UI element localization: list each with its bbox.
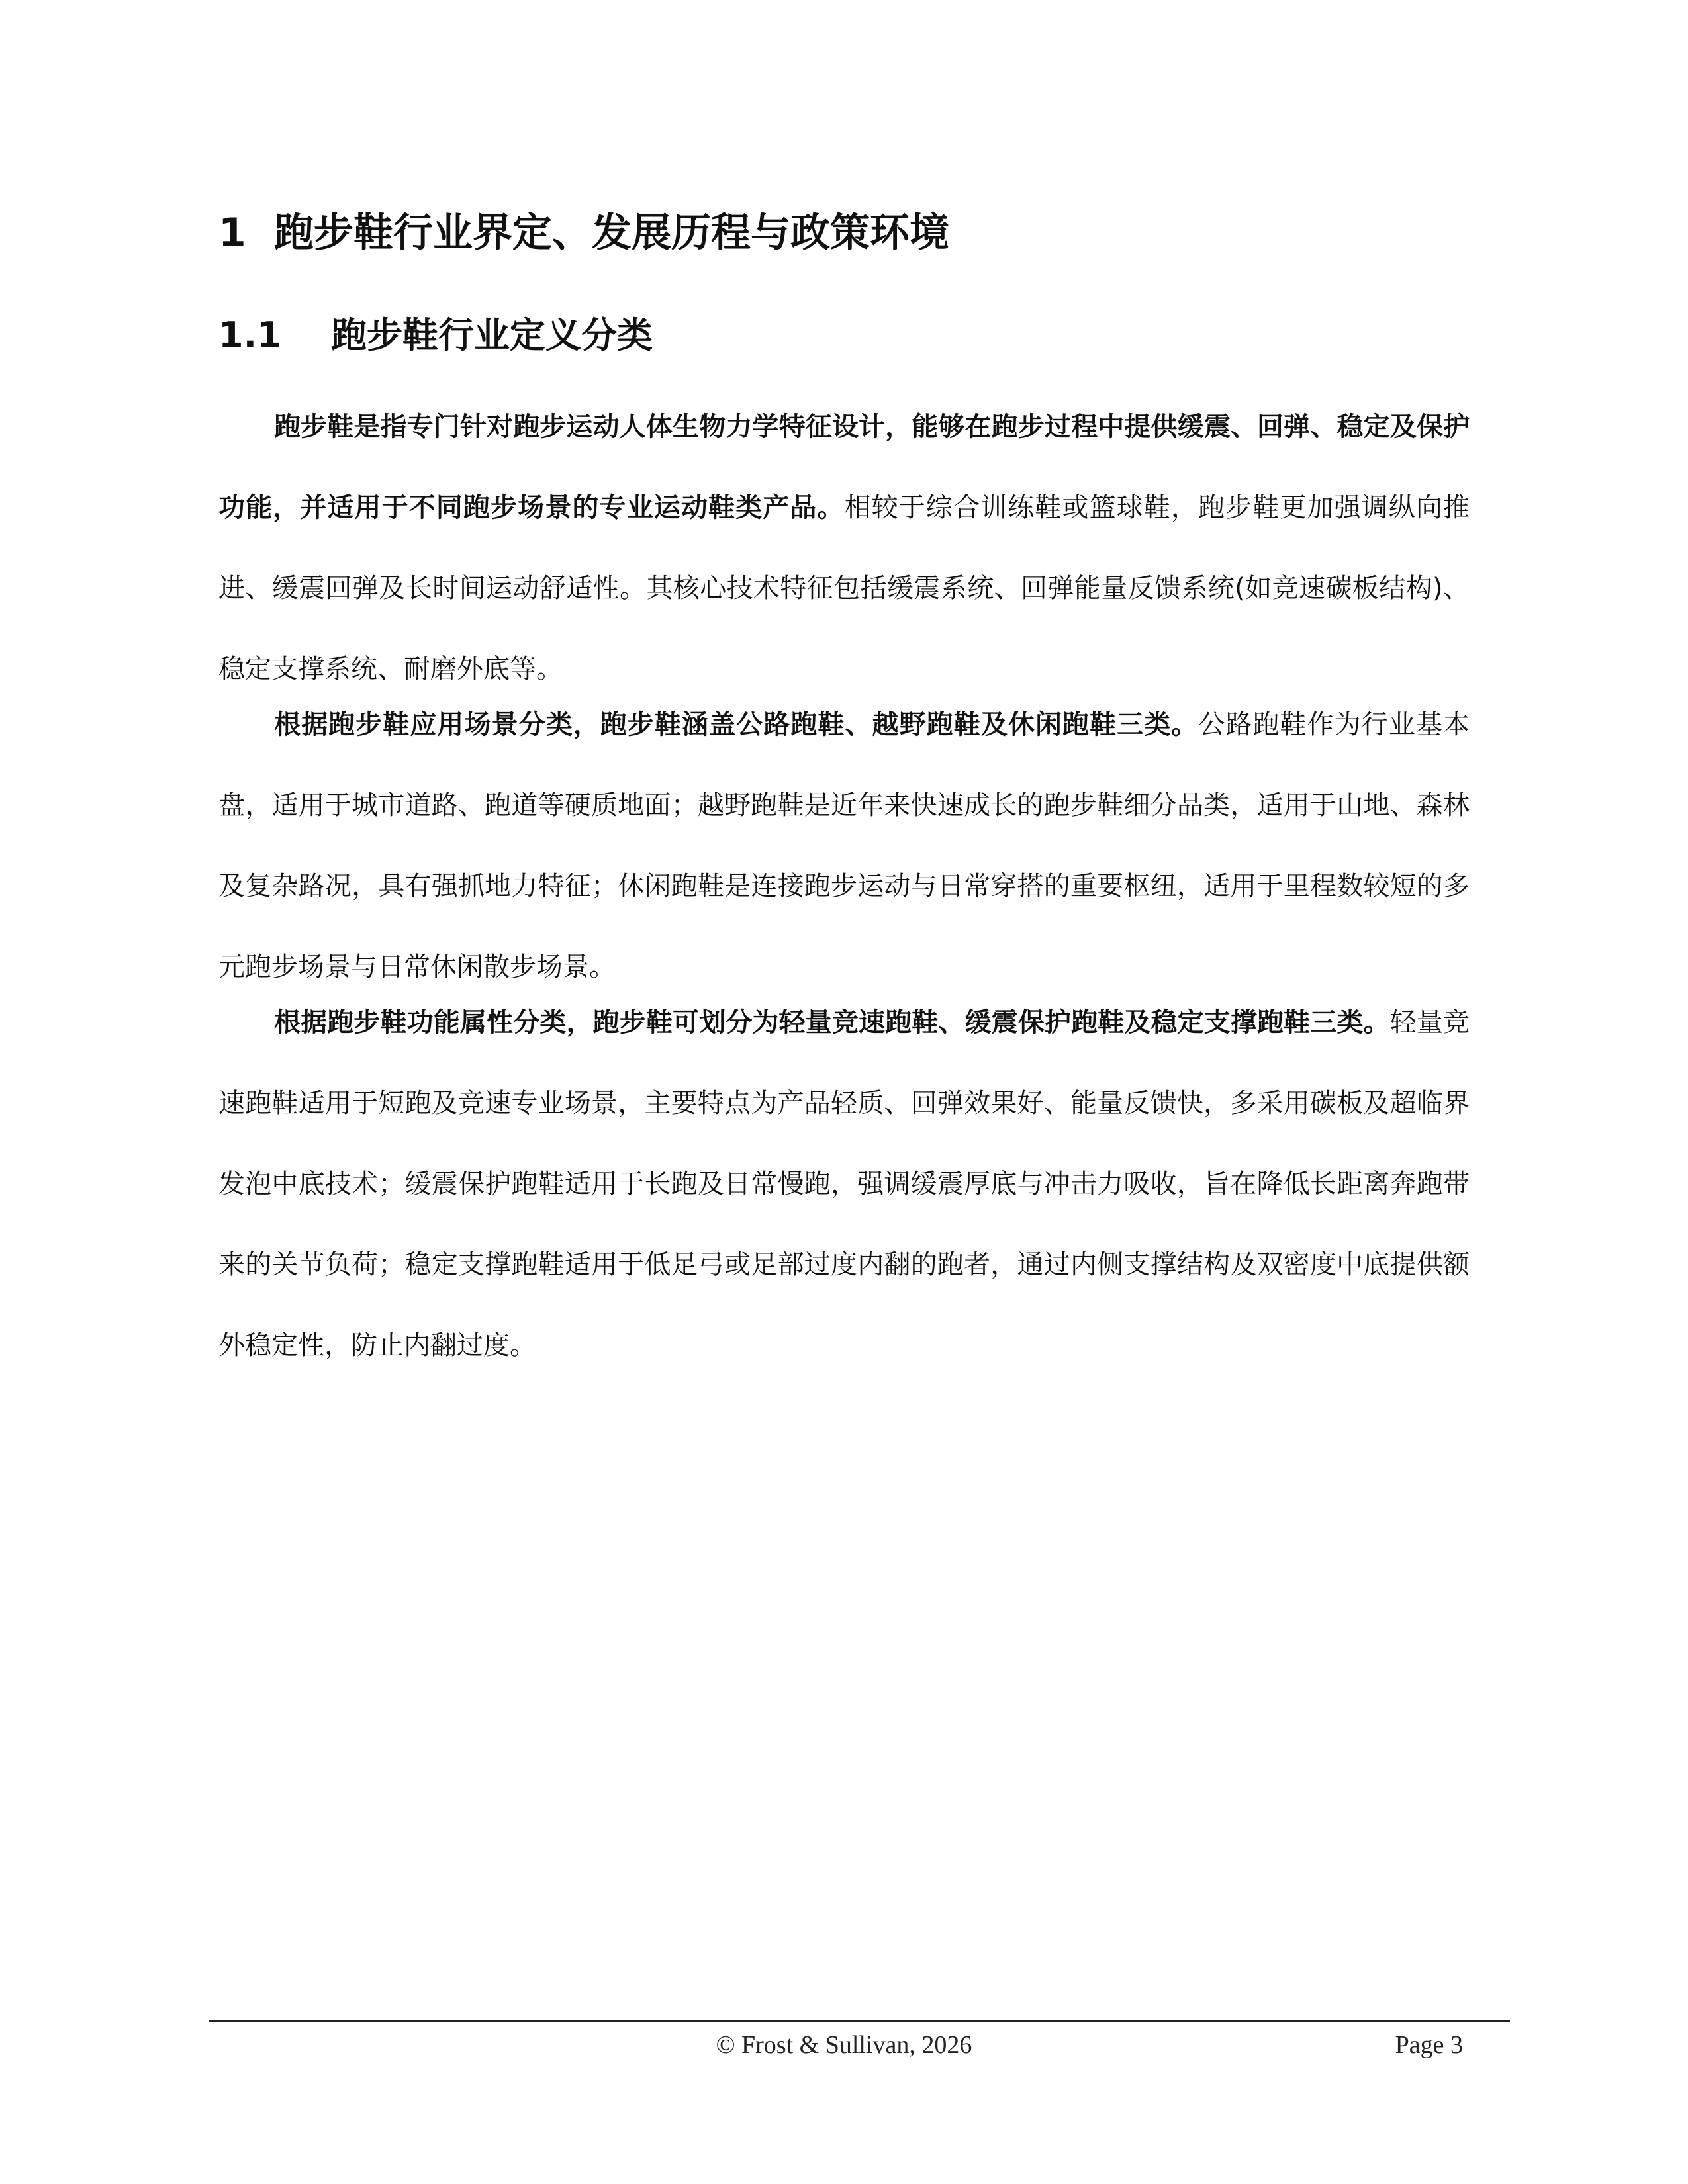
paragraph-text: 轻量竞速跑鞋适用于短跑及竞速专业场景，主要特点为产品轻质、回弹效果好、能量反馈快，多采用碳板及超临界发泡中底技术；缓震保护跑鞋适用于长跑及日常慢跑，强调缓震厚底与冲击力吸收，旨在降低长距离奔跑带来的关节负荷；稳定支撑跑鞋适用于低足弓或足部过度内翻的跑者，通过内侧支撑结构及双密度中底提供额外稳定性，防止内翻过度。	[218, 1007, 1470, 1361]
subsection-title: 跑步鞋行业定义分类	[331, 314, 653, 356]
footer-copyright: © Frost & Sullivan, 2026	[716, 2031, 972, 2059]
paragraph-definition	[218, 387, 1470, 709]
paragraph-text: 公路跑鞋作为行业基本盘，适用于城市道路、跑道等硬质地面；越野跑鞋是近年来快速成长的跑步鞋细分品类，适用于山地、森林及复杂路况，具有强抓地力特征；休闲跑鞋是连接跑步运动与日常穿搭的重要枢纽，适用于里程数较短的多元跑步场景与日常休闲散步场景。	[218, 709, 1470, 982]
section-title: 跑步鞋行业界定、发展历程与政策环境	[274, 210, 949, 256]
footer-divider	[209, 2020, 1510, 2022]
paragraph-lead: 根据跑步鞋应用场景分类，跑步鞋涵盖公路跑鞋、越野跑鞋及休闲跑鞋三类。	[274, 709, 1199, 740]
section-number: 1	[218, 210, 246, 256]
subsection-heading	[218, 311, 653, 360]
paragraph-lead: 根据跑步鞋功能属性分类，跑步鞋可划分为轻量竞速跑鞋、缓震保护跑鞋及稳定支撑跑鞋三类。	[274, 1007, 1390, 1038]
section-heading	[218, 206, 949, 259]
paragraph-function-classification	[218, 982, 1470, 1386]
paragraph-scenario-classification	[218, 684, 1470, 1007]
paragraph-lead: 跑步鞋是指专门针对跑步运动人体生物力学特征设计，能够在跑步过程中提供缓震、回弹、稳定及保护功能，并适用于不同跑步场景的专业运动鞋类产品。	[218, 412, 1470, 523]
footer-page-number: Page 3	[1395, 2031, 1463, 2059]
paragraph-text: 相较于综合训练鞋或篮球鞋，跑步鞋更加强调纵向推进、缓震回弹及长时间运动舒适性。其核心技术特征包括缓震系统、回弹能量反馈系统(如竞速碳板结构)、稳定支撑系统、耐磨外底等。	[218, 492, 1470, 684]
subsection-number: 1.1	[218, 314, 282, 356]
